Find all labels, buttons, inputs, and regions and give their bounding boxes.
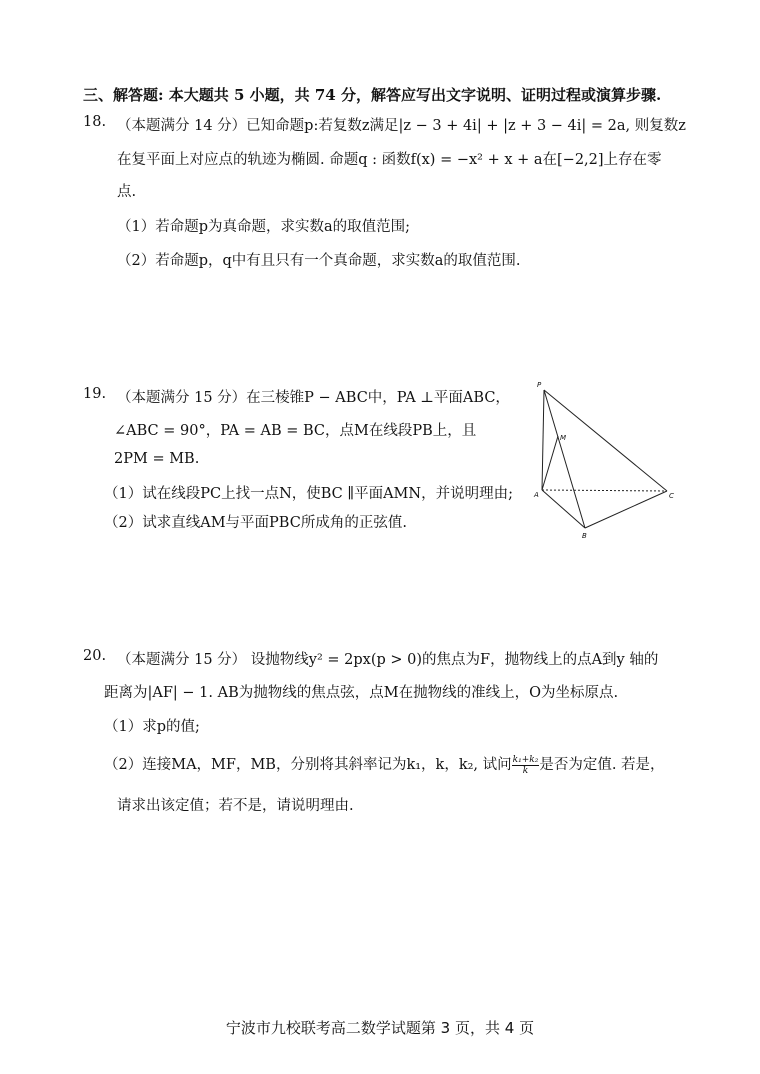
q18-line-1: （本题满分 14 分）已知命题p:若复数z满足|z − 3 + 4i| + |z + 3 − 4i| = 2a, 则复数z [117,118,686,134]
q20-fraction [512,755,540,776]
q18-line-2: 在复平面上对应点的轨迹为椭圆. 命题q : 函数f(x) = −x² + x + a在[−2,2]上存在零 [117,152,662,168]
label-P: P [537,381,542,389]
q18-number: 18. [83,114,107,130]
edge-AC [542,490,667,491]
page-footer: 宁波市九校联考高二数学试题第 3 页，共 4 页 [225,1019,535,1037]
q19-line-3: 2PM = MB. [114,451,200,467]
q19-number: 19. [83,386,107,402]
q19-part-2: （2）试求直线AM与平面PBC所成角的正弦值. [104,515,407,531]
edge-PB [544,390,585,528]
q19-part-1: （1）试在线段PC上找一点N，使BC ∥平面AMN，并说明理由; [104,486,513,502]
segment-AM [542,436,558,490]
q20-part-1: （1）求p的值; [104,719,200,735]
label-B: B [582,532,587,540]
q20-line-1: （本题满分 15 分） 设抛物线y² = 2px(p > 0)的焦点为F，抛物线上的点A到y 轴的 [117,652,659,668]
fraction-denominator: k [522,765,529,776]
q20-part-2-line-2: 请求出该定值；若不是，请说明理由. [117,798,354,814]
label-M: M [560,434,567,442]
q20-line-2: 距离为|AF| − 1. AB为抛物线的焦点弦，点M在抛物线的准线上，O为坐标原点. [104,685,619,701]
tetrahedron-figure [528,378,688,543]
section-heading: 三、解答题: 本大题共 5 小题，共 74 分，解答应写出文字说明、证明过程或演算步骤. [83,86,662,104]
fraction-numerator: k₁+k₂ [512,754,539,765]
q19-line-1: （本题满分 15 分）在三棱锥P − ABC中，PA ⊥平面ABC， [117,390,510,406]
label-A: A [534,491,539,499]
edge-PA [542,390,544,490]
q18-part-2: （2）若命题p，q中有且只有一个真命题，求实数a的取值范围. [117,253,521,269]
q20-part-2-text-b: 是否为定值. 若是， [539,757,665,773]
q18-part-1: （1）若命题p为真命题，求实数a的取值范围; [117,219,411,235]
q19-line-2: ∠ABC = 90°，PA = AB = BC，点M在线段PB上，且 [114,423,477,439]
q20-part-2-text-a: （2）连接MA，MF，MB，分别将其斜率记为k₁，k，k₂, 试问 [104,757,512,773]
q20-part-2 [104,753,665,776]
edge-AB [542,490,585,528]
label-C: C [669,492,674,500]
q20-number: 20. [83,648,107,664]
edge-BC [585,491,667,528]
q18-line-3: 点. [117,184,137,200]
